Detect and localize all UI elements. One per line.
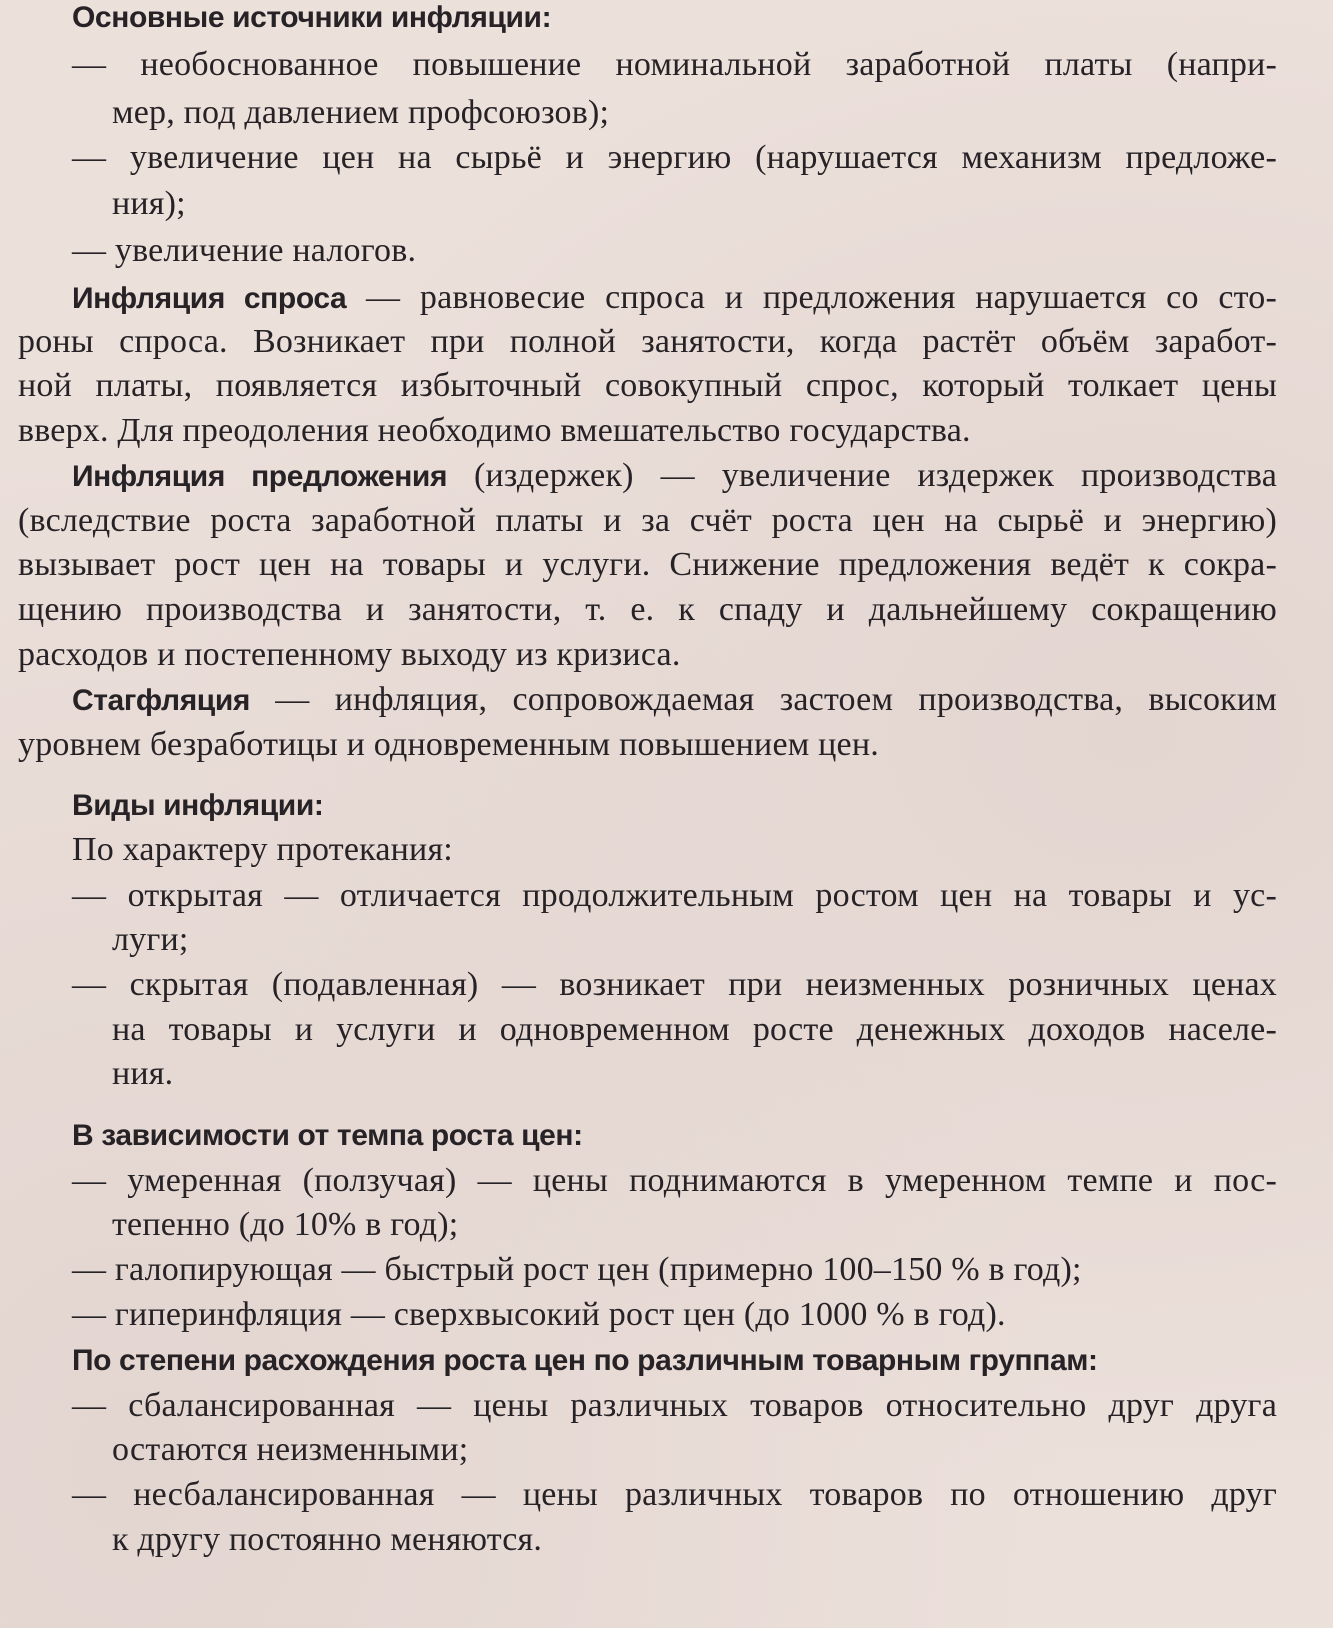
demand-line-1: — равновесие спроса и предложения нарушается со сто- [346,279,1277,316]
divergence-item-2-line-1: — несбалансированная — цены различных товаров по отношению друг [72,1476,1277,1513]
demand-term: Инфляция спроса [72,282,347,315]
sources-item-2-line-2: ния); [112,185,186,222]
rate-item-1-line-1: — умеренная (ползучая) — цены поднимаются в умеренном темпе и пос- [72,1162,1277,1199]
divergence-item-1-line-1: — сбалансированная — цены различных товаров относительно друг друга [72,1387,1277,1424]
rate-item-3-line-1: — гиперинфляция — сверхвысокий рост цен (до 1000 % в год). [72,1296,1006,1333]
sources-item-1-line-2: мер, под давлением профсоюзов); [112,94,610,131]
supply-line-2: (вследствие роста заработной платы и за счёт роста цен на сырьё и энергию) [18,502,1277,539]
rate-item-2-line-1: — галопирующая — быстрый рост цен (примерно 100–150 % в год); [72,1251,1082,1288]
supply-line-4: щению производства и занятости, т. е. к спаду и дальнейшему сокращению [18,591,1277,628]
heading-rate: В зависимости от темпа роста цен: [72,1119,583,1152]
rate-item-1-line-2: тепенно (до 10% в год); [112,1206,459,1243]
heading-divergence: По степени расхождения роста цен по различным товарным группам: [72,1344,1098,1377]
stagflation-paragraph-line-1 [72,678,1277,723]
types-item-2-line-1: — скрытая (подавленная) — возникает при неизменных розничных ценах [72,966,1277,1003]
demand-paragraph-line-1 [72,276,1277,321]
divergence-item-1-line-2: остаются неизменными; [112,1431,469,1468]
types-item-1-line-2: луги; [112,921,189,958]
supply-line-1: (издержек) — увеличение издержек производства [447,457,1277,494]
demand-line-4: вверх. Для преодоления необходимо вмешательство государства. [18,412,971,449]
supply-paragraph-line-1 [72,454,1277,499]
demand-line-3: ной платы, появляется избыточный совокупный спрос, который толкает цены [18,367,1277,404]
divergence-item-2-line-2: к другу постоянно меняются. [112,1521,543,1558]
sources-item-1-line-1: — необоснованное повышение номинальной заработной платы (напри- [72,46,1277,83]
heading-sources: Основные источники инфляции: [72,1,552,34]
heading-types: Виды инфляции: [72,789,324,822]
types-item-2-line-2: на товары и услуги и одновременном росте денежных доходов населе- [112,1011,1277,1048]
supply-line-3: вызывает рост цен на товары и услуги. Снижение предложения ведёт к сокра- [18,546,1277,583]
subheading-types: По характеру протекания: [72,831,453,868]
demand-line-2: роны спроса. Возникает при полной занятости, когда растёт объём заработ- [18,323,1277,360]
stagflation-line-2: уровнем безработицы и одновременным повышением цен. [18,726,879,763]
types-item-2-line-3: ния. [112,1055,174,1092]
supply-term: Инфляция предложения [72,460,448,493]
types-item-1-line-1: — открытая — отличается продолжительным ростом цен на товары и ус- [72,877,1277,914]
sources-item-2-line-1: — увеличение цен на сырьё и энергию (нарушается механизм предложе- [72,139,1277,176]
sources-item-3-line-1: — увеличение налогов. [72,232,417,269]
stagflation-term: Стагфляция [72,684,250,717]
stagflation-line-1: — инфляция, сопровождаемая застоем производства, высоким [250,681,1277,718]
supply-line-5: расходов и постепенному выходу из кризиса. [18,636,681,673]
